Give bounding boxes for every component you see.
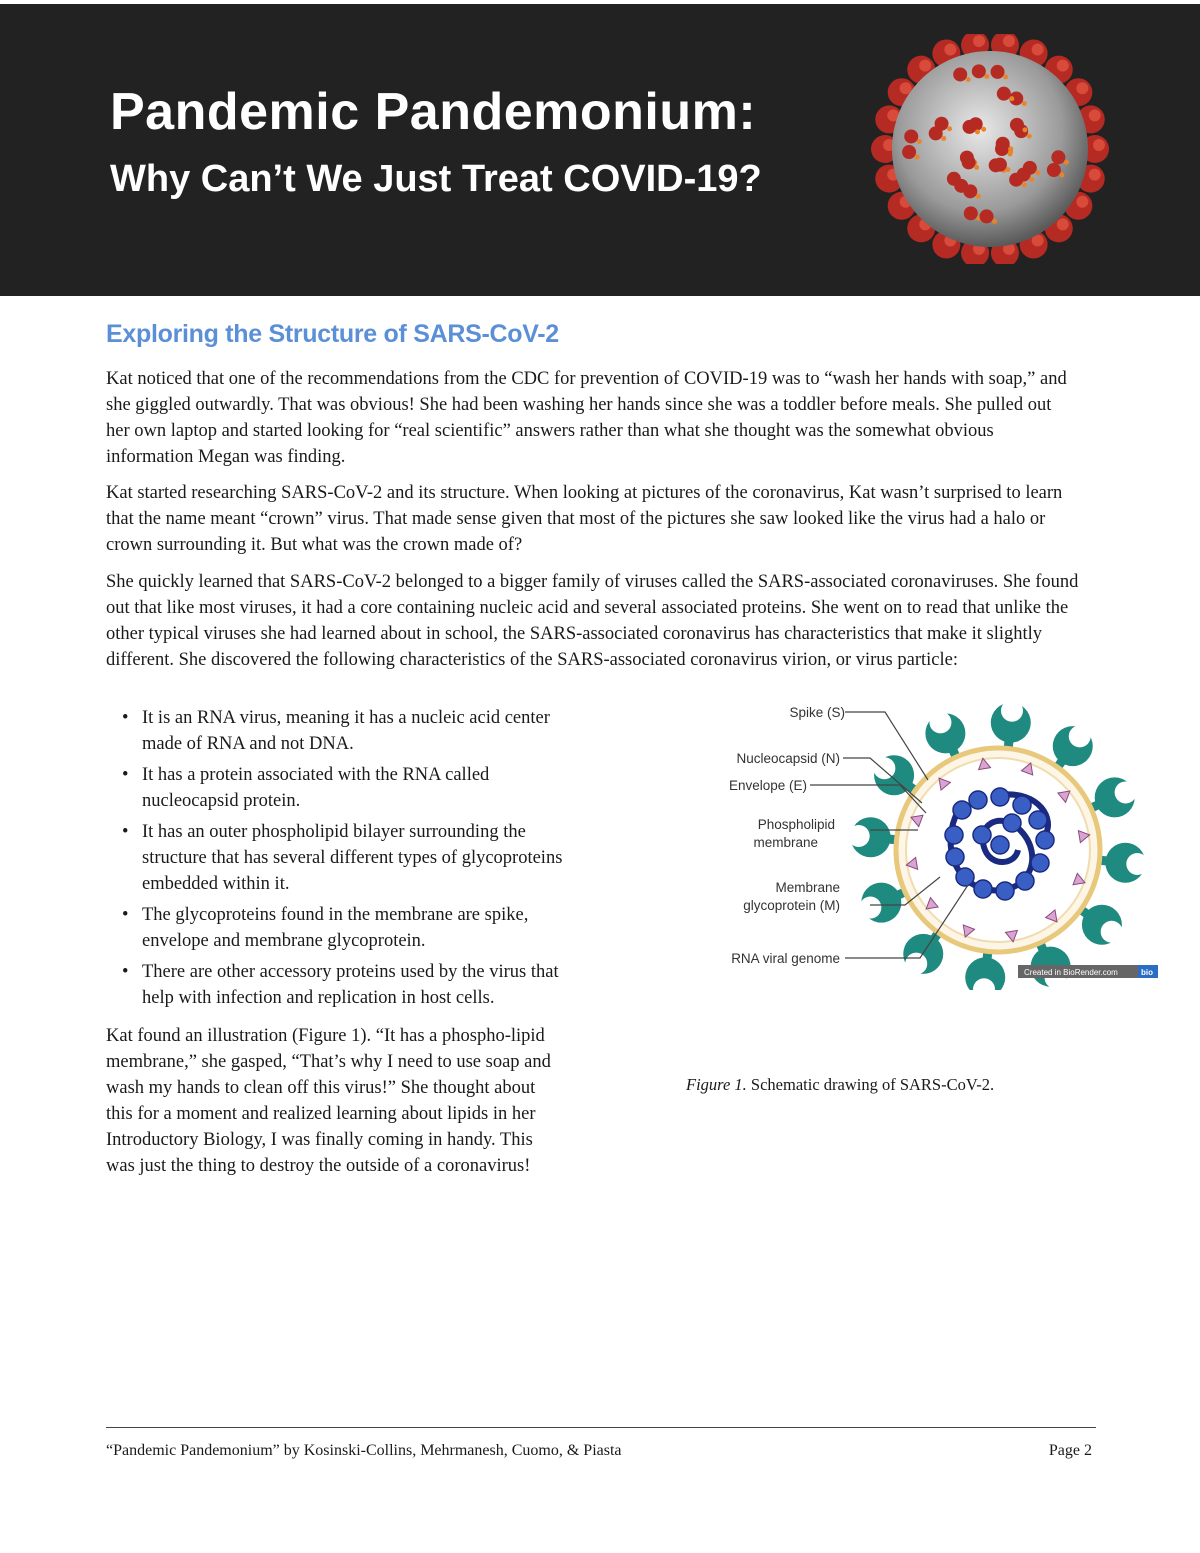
spike-protein [1010,118,1024,132]
footer-divider [106,1427,1096,1428]
protein-dot [1008,146,1013,151]
virus-structure-diagram [700,695,1170,990]
protein-dot [915,155,920,160]
paragraph-2: Kat started researching SARS-CoV-2 and its structure. When looking at pictures of the coronavirus, Kat wasn’t surprised to learn that the name meant “crown” virus. That made sense given that most of the pictures she saw looked like the virus had a halo or crown surrounding it. But what was the crown made of? [106,483,1063,555]
spike-protein [1023,161,1037,175]
spike-protein [963,184,977,198]
list-item: • The glycoproteins found in the membrane are spike, envelope and membrane glycoprotein. [122,905,529,951]
paragraph-3: She quickly learned that SARS-CoV-2 belonged to a bigger family of viruses called the SARS-associated coronaviruses. She found out that like most viruses, it had a core containing nucleic acid and several associated proteins. She went on to read that unlike the other typical viruses she had learned about in school, the SARS-associated coronavirus has characteristics that make it slightly different. She discovered the following characteristics of the SARS-associated coronavirus virion, or virus particle: [106,572,1079,670]
spike-protein [996,137,1010,151]
protein-dot [1064,160,1069,165]
list-item: • There are other accessory proteins used by the virus that help with infection and replication in host cells. [122,962,559,1008]
spike-protein [1047,163,1061,177]
label-membrane-1: Membrane [775,880,840,895]
spike-notch [873,757,895,779]
protein-dot [974,165,979,170]
spike-notch [1069,725,1091,747]
spike-protein [929,126,943,140]
spike-highlight [1093,139,1105,151]
figure-caption [686,1075,994,1095]
spike-highlight [919,60,931,72]
protein-dot [1022,182,1027,187]
spike-notch [1001,700,1023,722]
spike-protein [964,206,978,220]
list-item-text: The glycoproteins found in the membrane are spike, envelope and membrane glycoprotein. [142,905,529,951]
spike-highlight [1057,60,1069,72]
nucleocapsid-protein [953,801,971,819]
nucleocapsid-protein [1029,811,1047,829]
nucleocapsid-protein [991,788,1009,806]
protein-dot [1035,170,1040,175]
spike-notch [1101,921,1123,943]
nucleocapsid-protein [1003,814,1021,832]
label-membrane-2: glycoprotein (M) [743,898,840,913]
label-envelope: Envelope (E) [728,778,807,793]
coronavirus-image [830,34,1150,264]
page-subtitle: Why Can’t We Just Treat COVID-19? [110,158,762,200]
spike-highlight [900,82,912,94]
protein-dot [1005,167,1010,172]
spike-highlight [1076,196,1088,208]
spike-notch [859,897,881,919]
list-item: • It has an outer phospholipid bilayer surrounding the structure that has several different types of glycoproteins embedded within it. [122,822,563,894]
protein-dot [1029,177,1034,182]
spike-highlight [1032,43,1044,55]
spike-highlight [1057,218,1069,230]
label-rna-genome: RNA viral genome [731,951,840,966]
characteristics-list [120,705,590,1016]
spike-protein [902,145,916,159]
page-number: Page 2 [1048,1442,1092,1459]
label-nucleocapsid: Nucleocapsid (N) [736,751,840,766]
protein-dot [1027,134,1032,139]
label-phospholipid-1: Phospholipid [757,817,835,832]
spike-protein [991,65,1005,79]
nucleocapsid-protein [1031,854,1049,872]
protein-dot [992,219,997,224]
section-heading: Exploring the Structure of SARS-CoV-2 [106,320,559,348]
spike-protein [953,67,967,81]
spike-protein [980,209,994,223]
nucleocapsid-protein [946,848,964,866]
footer-citation: “Pandemic Pandemonium” by Kosinski-Collins, Mehrmanesh, Cuomo, & Piasta [106,1442,622,1459]
paragraph-1: Kat noticed that one of the recommendations from the CDC for prevention of COVID-19 was to “wash her hands with soap,” and she giggled outwardly. That was obvious! She had been washing her hands since she was a toddler before meals. She pulled out her own laptop and started looking for “real scientific” answers rather than what she thought was the somewhat obvious information Megan was finding. [106,369,1067,467]
nucleocapsid-protein [973,826,991,844]
list-item-text: It has a protein associated with the RNA called nucleocapsid protein. [142,765,490,811]
spike-highlight [1076,82,1088,94]
protein-dot [1003,74,1008,79]
nucleocapsid-protein [969,791,987,809]
protein-dot [1009,96,1014,101]
spike-notch [905,953,927,975]
list-item: • It has a protein associated with the RNA called nucleocapsid protein. [122,765,490,811]
protein-dot [975,129,980,134]
nucleocapsid-protein [1016,872,1034,890]
protein-dot [941,136,946,141]
list-item-text: It has an outer phospholipid bilayer surrounding the structure that has several different types of glycoproteins embedded within it. [142,822,563,894]
credit-logo: bio [1141,968,1153,977]
spike-protein [993,158,1007,172]
list-item: • It is an RNA virus, meaning it has a nucleic acid center made of RNA and not DNA. [122,708,550,754]
spike-protein [904,129,918,143]
spike-protein [962,155,976,169]
protein-dot [947,126,952,131]
spike-protein [997,87,1011,101]
nucleocapsid-protein [945,826,963,844]
protein-dot [981,127,986,132]
spike-protein [1051,150,1065,164]
nucleocapsid-protein [974,880,992,898]
header-banner [0,4,1200,296]
protein-dot [1022,101,1027,106]
spike-highlight [1089,109,1101,121]
list-item-text: There are other accessory proteins used by the virus that help with infection and replication in host cells. [142,962,559,1008]
nucleocapsid-protein [991,836,1009,854]
nucleocapsid-protein [996,882,1014,900]
spike-protein [972,64,986,78]
protein-dot [1059,172,1064,177]
spike-notch [1126,853,1148,875]
protein-dot [917,139,922,144]
spike-notch [929,711,951,733]
protein-dot [976,194,981,199]
spike-highlight [1003,35,1015,47]
figure-caption-label: Figure 1. [686,1075,747,1094]
page-title: Pandemic Pandemonium: [110,83,757,141]
spike-highlight [973,35,985,47]
nucleocapsid-protein [1036,831,1054,849]
figure-caption-text: Schematic drawing of SARS-CoV-2. [750,1075,995,1094]
spike-notch [1115,781,1137,803]
protein-dot [984,74,989,79]
list-item-text: It is an RNA virus, meaning it has a nucleic acid center made of RNA and not DNA. [142,708,550,754]
nucleocapsid-protein [956,868,974,886]
spike-highlight [1089,169,1101,181]
closing-paragraph: Kat found an illustration (Figure 1). “It has a phospho-lipid membrane,” she gasped, “That’s why I need to use soap and wash my hands to clean off this virus!” She thought about this for a moment and realized learning about lipids in her Introductory Biology, I was finally coming in handy. This was just the thing to destroy the outside of a coronavirus! [106,1026,551,1176]
nucleocapsid-protein [1013,796,1031,814]
credit-text: Created in BioRender.com [1024,968,1118,977]
spike-protein [962,120,976,134]
label-phospholipid-2: membrane [753,835,818,850]
spike-notch [848,825,870,847]
protein-dot [966,77,971,82]
spike-highlight [944,43,956,55]
protein-dot [1022,127,1027,132]
label-spike: Spike (S) [789,705,845,720]
